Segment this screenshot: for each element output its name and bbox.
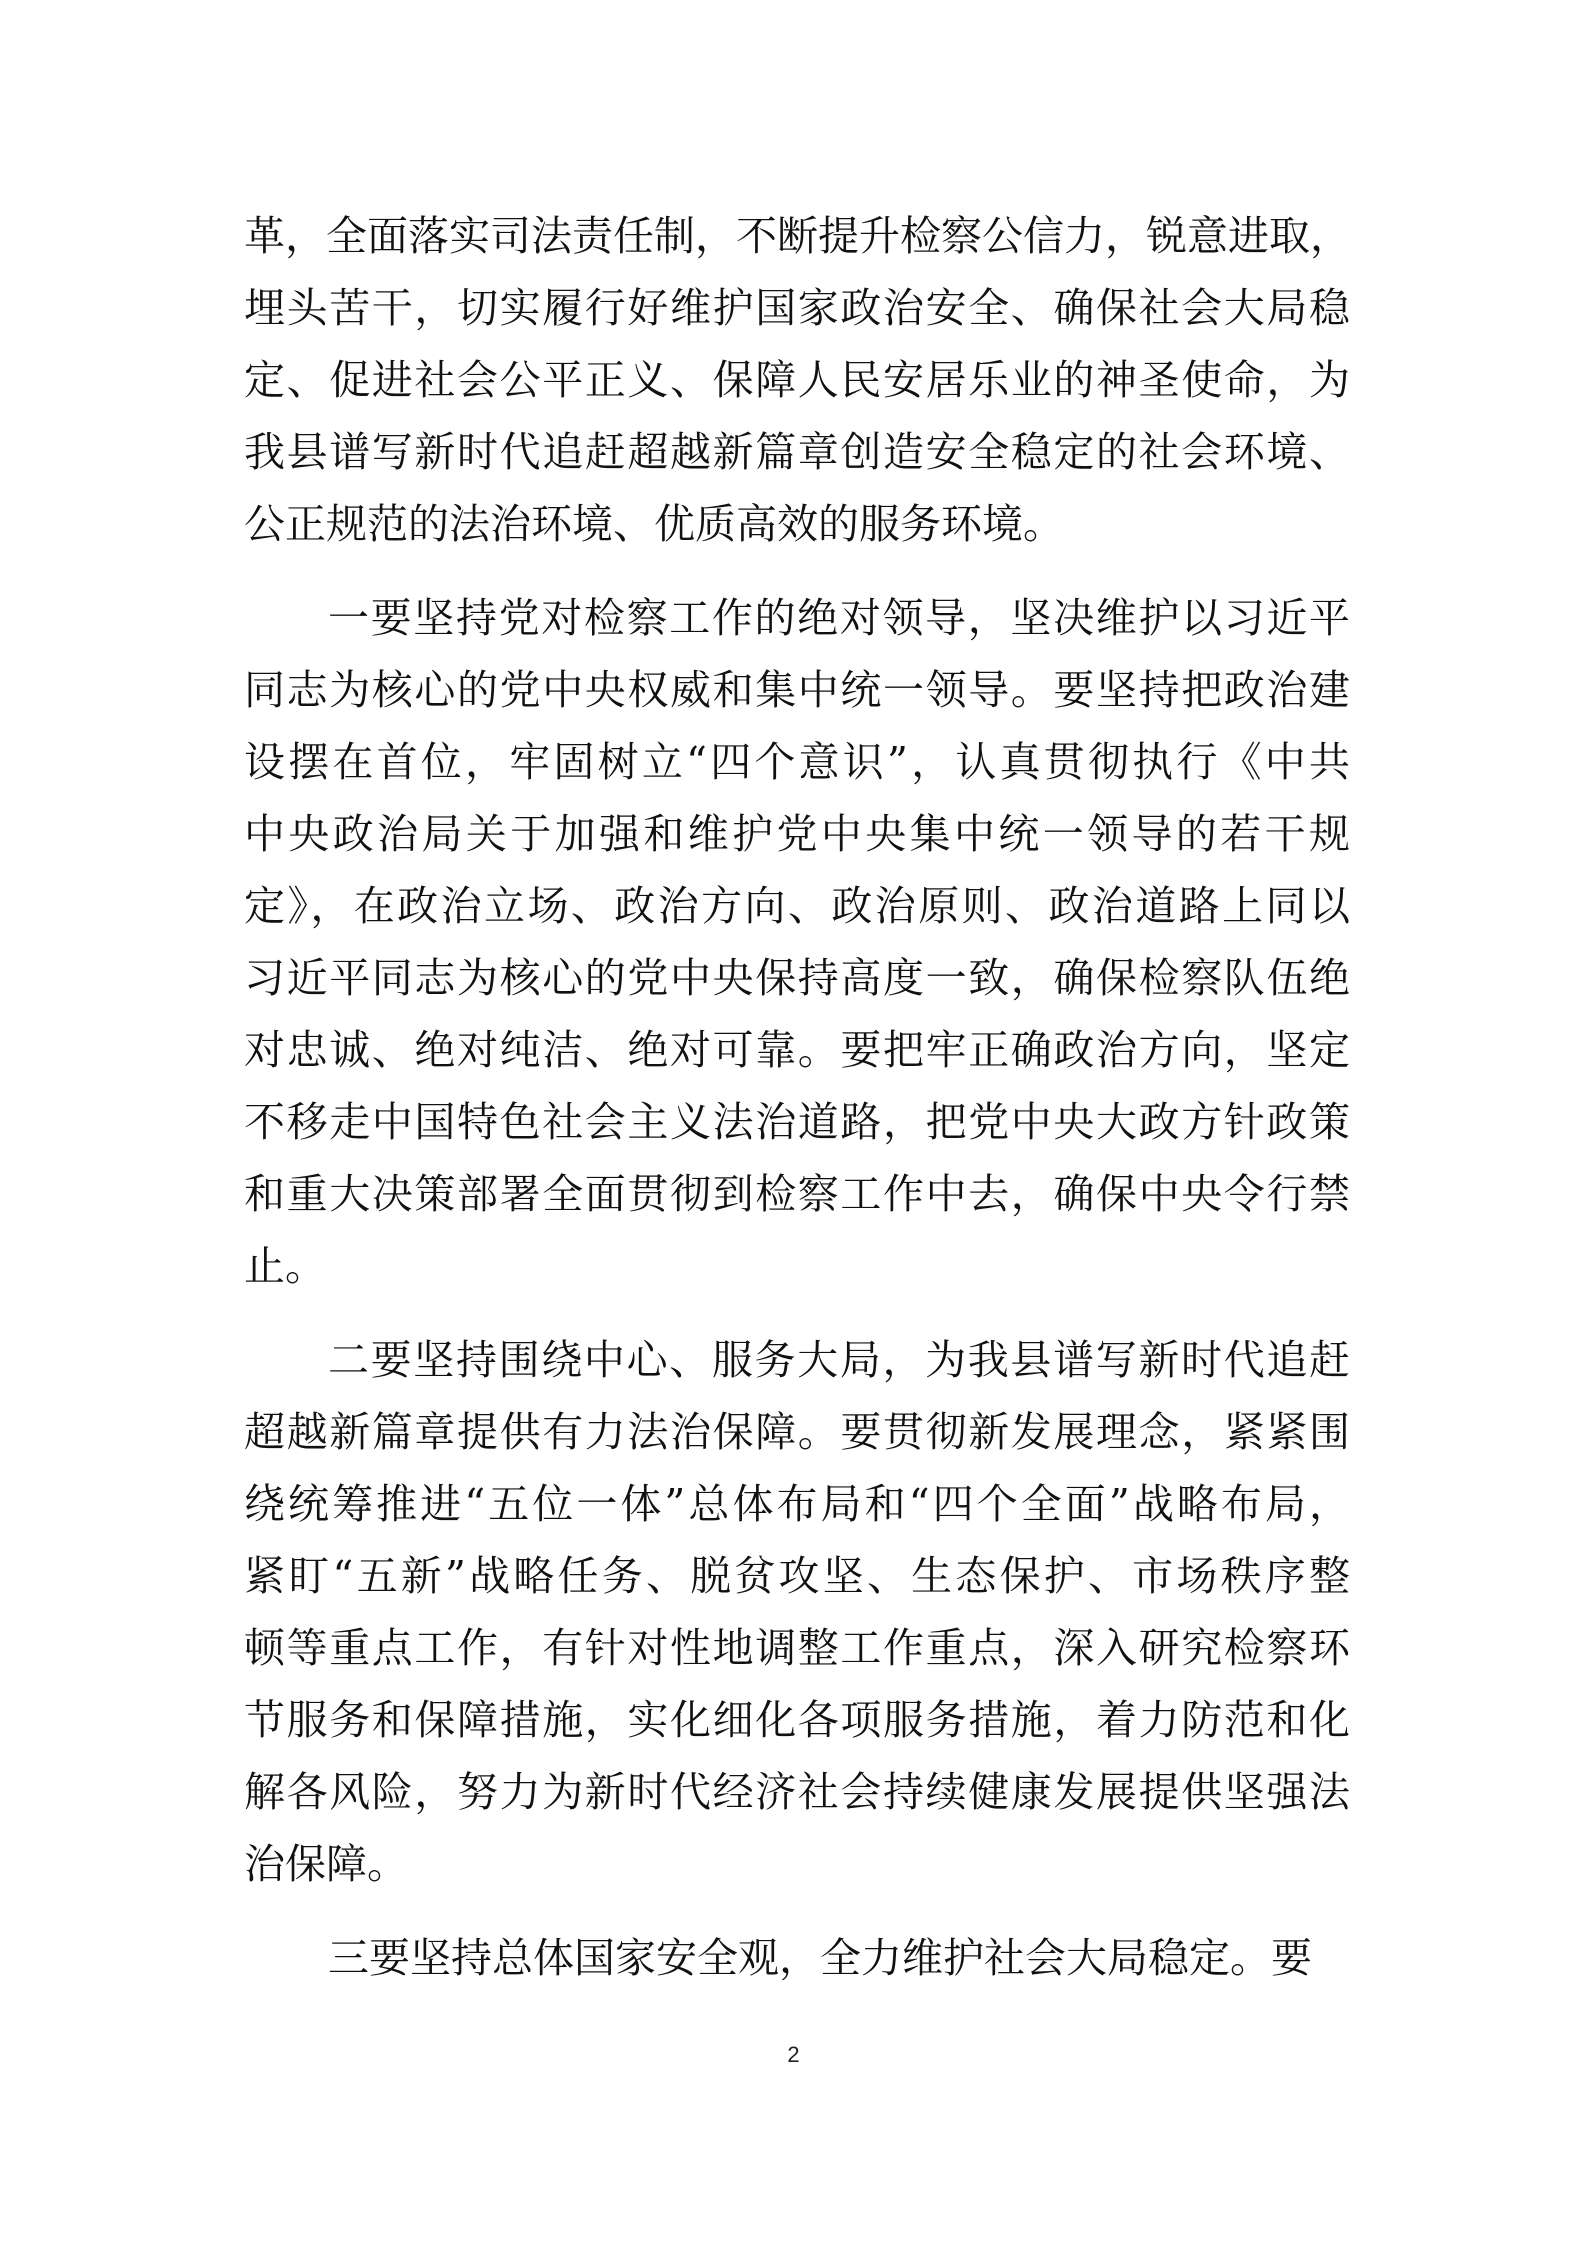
text-line: 一要坚持党对检察工作的绝对领导，坚决维护以习近平: [328, 594, 1350, 642]
text-line: 公正规范的法治环境、优质高效的服务环境。: [244, 500, 1064, 548]
text-line: 二要坚持围绕中心、服务大局，为我县谱写新时代追赶: [328, 1336, 1350, 1384]
paragraph: [244, 1922, 1350, 1994]
text-line: 解各风险，努力为新时代经济社会持续健康发展提供坚强法: [244, 1768, 1350, 1816]
text-line: 中央政治局关于加强和维护党中央集中统一领导的若干规: [244, 810, 1350, 858]
text-line: 节服务和保障措施，实化细化各项服务措施，着力防范和化: [244, 1696, 1350, 1744]
paragraph: [244, 200, 1350, 560]
text-line: 紧盯“五新”战略任务、脱贫攻坚、生态保护、市场秩序整: [244, 1552, 1350, 1600]
paragraph: [244, 1324, 1350, 1900]
text-line: 对忠诚、绝对纯洁、绝对可靠。要把牢正确政治方向，坚定: [244, 1026, 1350, 1074]
text-line: 革，全面落实司法责任制，不断提升检察公信力，锐意进取，: [244, 212, 1351, 260]
text-line: 治保障。: [244, 1840, 408, 1888]
text-line: 同志为核心的党中央权威和集中统一领导。要坚持把政治建: [244, 666, 1350, 714]
text-line: 和重大决策部署全面贯彻到检察工作中去，确保中央令行禁: [244, 1170, 1350, 1218]
text-line: 不移走中国特色社会主义法治道路，把党中央大政方针政策: [244, 1098, 1350, 1146]
page-number: 2: [787, 2042, 800, 2067]
text-line: 定》，在政治立场、政治方向、政治原则、政治道路上同以: [244, 882, 1350, 930]
text-line: 定、促进社会公平正义、保障人民安居乐业的神圣使命，为: [244, 356, 1350, 404]
text-line: 超越新篇章提供有力法治保障。要贯彻新发展理念，紧紧围: [244, 1408, 1350, 1456]
text-line: 绕统筹推进“五位一体”总体布局和“四个全面”战略布局，: [244, 1480, 1350, 1528]
text-line: 我县谱写新时代追赶超越新篇章创造安全稳定的社会环境、: [244, 428, 1350, 476]
text-line: 顿等重点工作，有针对性地调整工作重点，深入研究检察环: [244, 1624, 1350, 1672]
text-line: 埋头苦干，切实履行好维护国家政治安全、确保社会大局稳: [244, 284, 1350, 332]
body-text: [244, 200, 1350, 1994]
paragraph: [244, 582, 1350, 1302]
text-line: 止。: [244, 1242, 326, 1290]
text-line: 三要坚持总体国家安全观，全力维护社会大局稳定。要: [328, 1934, 1312, 1982]
text-line: 习近平同志为核心的党中央保持高度一致，确保检察队伍绝: [244, 954, 1350, 1002]
text-line: 设摆在首位，牢固树立“四个意识”，认真贯彻执行《中共: [244, 738, 1350, 786]
